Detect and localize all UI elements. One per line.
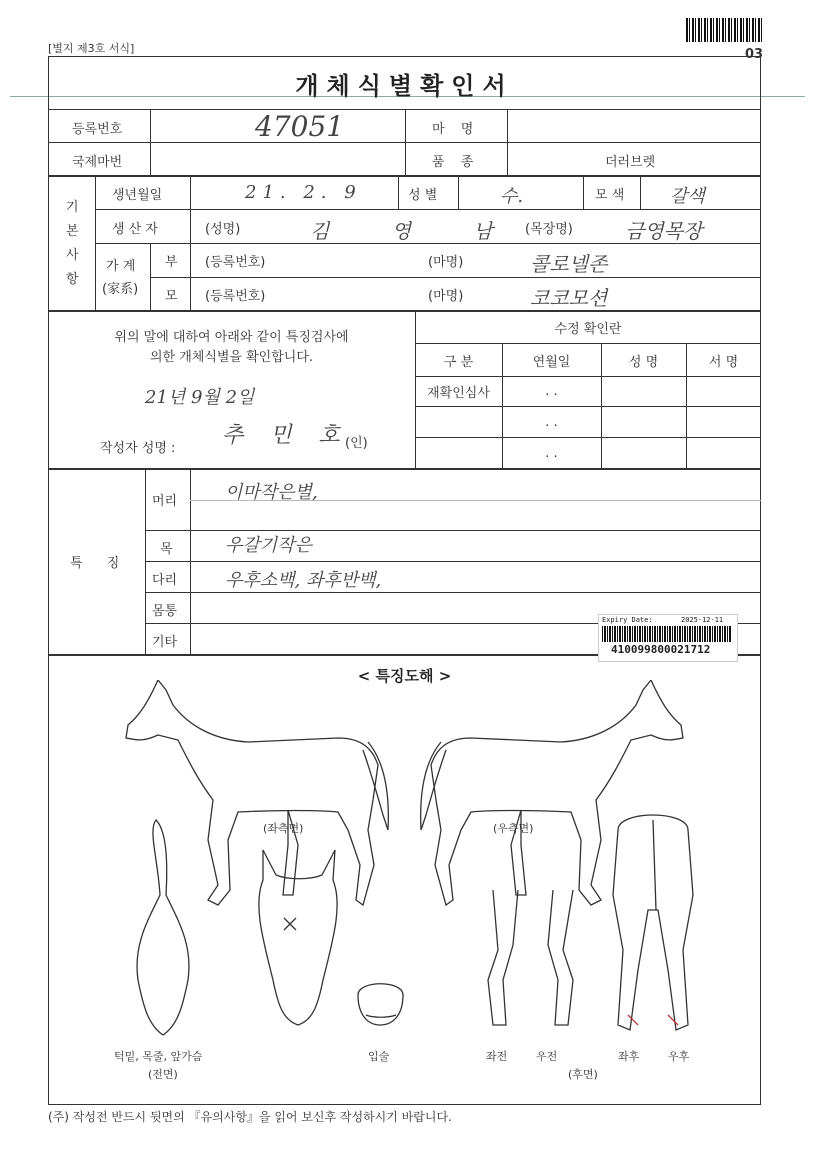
revision-dots-2: . . (545, 415, 558, 430)
barcode-number: 410099800021712 (611, 643, 711, 656)
sire-name-value: 콜로넬존 (530, 252, 608, 276)
feature-leg-label: 다리 (152, 573, 178, 588)
front-neck-drawing (137, 820, 189, 1035)
expiry-date: 2025-12-11 (681, 616, 724, 624)
sire-name-label: (마명) (428, 255, 464, 270)
page-title: 개체식별확인서 (295, 72, 514, 100)
features-section-label: 특 징 (70, 556, 130, 571)
revision-dots-3: . . (545, 446, 558, 461)
expiry-label: Expiry Date: (602, 616, 653, 624)
dam-reg-label: (등록번호) (205, 289, 266, 304)
feature-leg-value: 우후소백, 좌후반백, (225, 570, 382, 591)
dam-label: 모 (165, 289, 178, 304)
right-side-horse-drawing (421, 680, 683, 905)
feature-other-label: 기타 (152, 635, 178, 650)
left-rear-caption: 좌후 (618, 1050, 640, 1063)
revision-header-date: 연월일 (532, 355, 571, 370)
basic-section-label-2: 본 (66, 224, 79, 239)
feature-head-value: 이마작은별, (225, 482, 318, 503)
breed-value: 더러브렛 (605, 155, 656, 170)
reg-no-value: 47051 (255, 110, 345, 143)
feature-head-label: 머리 (152, 494, 178, 509)
revision-header-sign: 서 명 (708, 355, 739, 370)
producer-name-label: (성명) (205, 222, 241, 237)
right-rear-caption: 우후 (668, 1050, 690, 1063)
lip-caption: 입술 (368, 1050, 390, 1063)
rear-sub: (후면) (568, 1068, 598, 1081)
color-value: 갈색 (670, 186, 705, 207)
author-label: 작성자 성명 : (100, 441, 176, 456)
lip-drawing (358, 984, 403, 1025)
farm-label: (목장명) (525, 222, 573, 237)
form-number: [별지 제3호 서식] (48, 42, 135, 55)
pedigree-label: 가 계 (106, 259, 136, 274)
right-front-caption: 우전 (536, 1050, 558, 1063)
revision-header-type: 구 분 (443, 355, 474, 370)
head-front-drawing (259, 850, 337, 1025)
left-side-label: (좌측면) (263, 822, 304, 835)
footer-note: (주) 작성전 반드시 뒷면의 『유의사항』을 읽어 보신후 작성하시기 바랍니다. (48, 1110, 452, 1124)
confirm-text-2: 의한 개체식별을 확인합니다. (149, 350, 314, 365)
revision-row-label: 재확인심사 (427, 386, 490, 401)
front-sub: (전면) (148, 1068, 178, 1081)
feature-neck-label: 목 (160, 542, 173, 557)
front-legs-drawing (488, 890, 573, 1025)
sticker-barcode (602, 626, 732, 642)
diagram-title: < 특징도해 > (357, 667, 452, 685)
barcode-sticker (598, 614, 738, 662)
dam-name-value: 코코모션 (530, 286, 608, 310)
right-side-label: (우측면) (493, 822, 534, 835)
basic-section-label-3: 사 (66, 248, 79, 263)
sex-value: 수. (500, 186, 524, 207)
birth-value: 21. 2. 9 (245, 182, 362, 203)
author-value: 추 민 호 (222, 423, 350, 448)
farm-value: 금영목장 (625, 219, 703, 243)
revision-header-name: 성 명 (628, 355, 659, 370)
intl-no-label: 국제마번 (72, 155, 123, 170)
top-barcode (686, 18, 762, 42)
confirm-date: 21년 9월 2일 (145, 387, 255, 408)
front-caption: 턱밑, 목줄, 앞가슴 (114, 1050, 203, 1063)
breed-label: 품 종 (432, 155, 480, 170)
sire-reg-label: (등록번호) (205, 255, 266, 270)
sire-label: 부 (165, 255, 178, 270)
left-front-caption: 좌전 (486, 1050, 508, 1063)
feature-neck-value: 우갈기작은 (225, 535, 312, 556)
author-seal: (인) (345, 436, 368, 451)
producer-name-value: 김 영 남 (310, 219, 521, 243)
birth-label: 생년월일 (112, 188, 163, 203)
revision-title: 수정 확인란 (554, 322, 622, 337)
horse-name-label: 마 명 (432, 122, 480, 137)
basic-section-label-4: 항 (66, 272, 79, 287)
feature-body-label: 몸통 (152, 604, 178, 619)
confirm-text-1: 위의 말에 대하여 아래와 같이 특징검사에 (114, 330, 349, 345)
color-label: 모 색 (595, 188, 625, 203)
revision-dots-1: . . (545, 384, 558, 399)
dam-name-label: (마명) (428, 289, 464, 304)
pedigree-hanja: (家系) (102, 282, 139, 297)
reg-no-label: 등록번호 (72, 122, 123, 137)
left-side-horse-drawing (126, 680, 388, 905)
basic-section-label-1: 기 (66, 200, 79, 215)
horse-diagram (48, 680, 761, 1100)
page-number: 03 (745, 47, 764, 62)
sex-label: 성 별 (408, 188, 438, 203)
producer-label: 생 산 자 (112, 222, 158, 237)
rear-view-drawing (613, 815, 693, 1030)
